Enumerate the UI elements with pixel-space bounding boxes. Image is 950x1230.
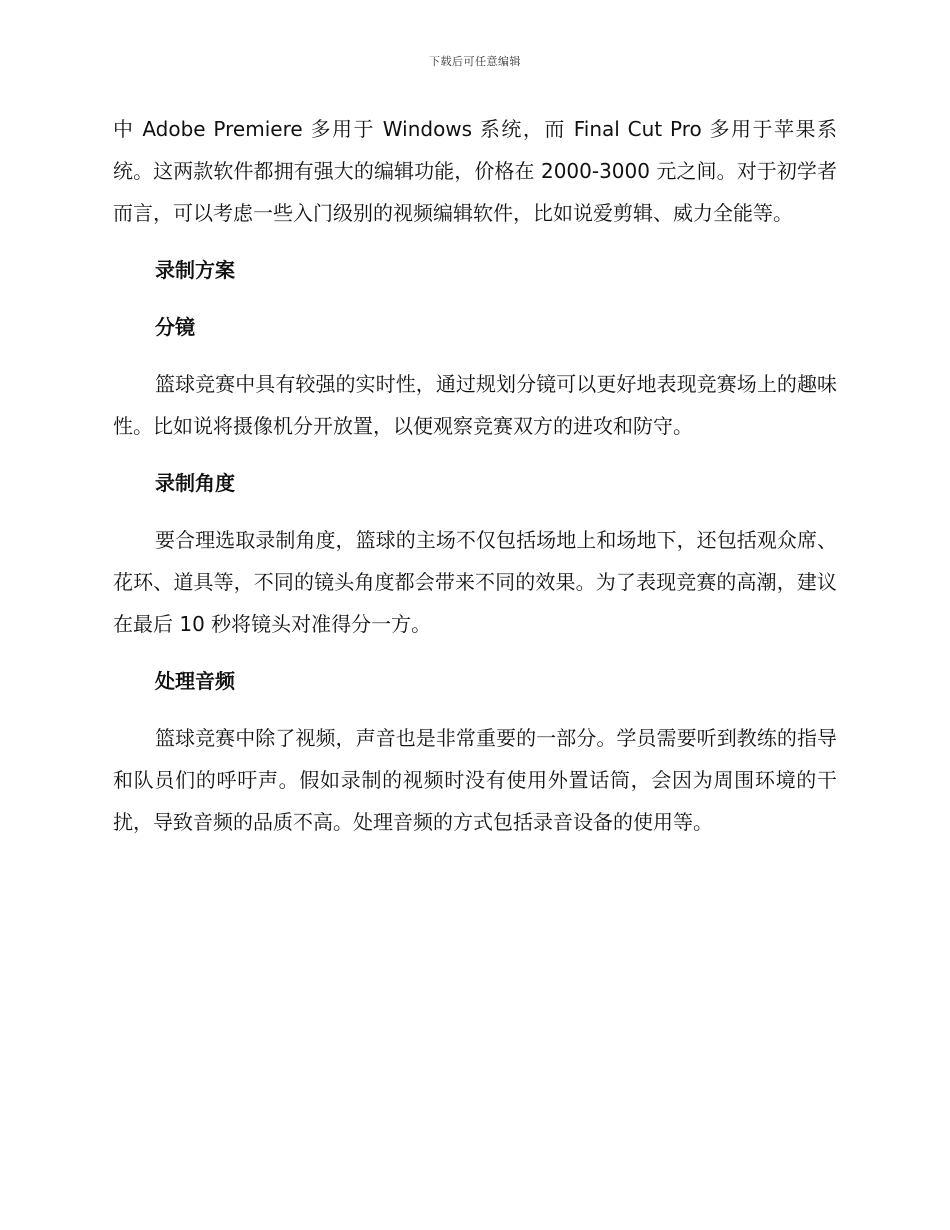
heading-storyboard: 分镜 <box>155 315 195 339</box>
document-body <box>113 108 837 843</box>
paragraph-audio: 篮球竞赛中除了视频，声音也是非常重要的一部分。学员需要听到教练的指导和队员们的呼吁声。假如录制的视频时没有使用外置话筒，会因为周围环境的干扰，导致音频的品质不高。处理音频的方式包括录音设备的使用等。 <box>113 726 837 834</box>
paragraph-angle: 要合理选取录制角度，篮球的主场不仅包括场地上和场地下，还包括观众席、花环、道具等，不同的镜头角度都会带来不同的效果。为了表现竞赛的高潮，建议在最后 10 秒将镜头对准得分一方。 <box>113 528 837 636</box>
page-header: 下载后可任意编辑 <box>429 55 521 68</box>
intro-paragraph: 中 Adobe Premiere 多用于 Windows 系统，而 Final Cut Pro 多用于苹果系统。这两款软件都拥有强大的编辑功能，价格在 2000-3000 元之间。对于初学者而言，可以考虑一些入门级别的视频编辑软件，比如说爱剪辑、威力全能等。 <box>113 117 837 225</box>
heading-recording-plan: 录制方案 <box>155 258 235 282</box>
heading-audio: 处理音频 <box>155 669 235 693</box>
paragraph-storyboard: 篮球竞赛中具有较强的实时性，通过规划分镜可以更好地表现竞赛场上的趣味性。比如说将摄像机分开放置，以便观察竞赛双方的进攻和防守。 <box>113 372 837 438</box>
heading-angle: 录制角度 <box>155 471 235 495</box>
